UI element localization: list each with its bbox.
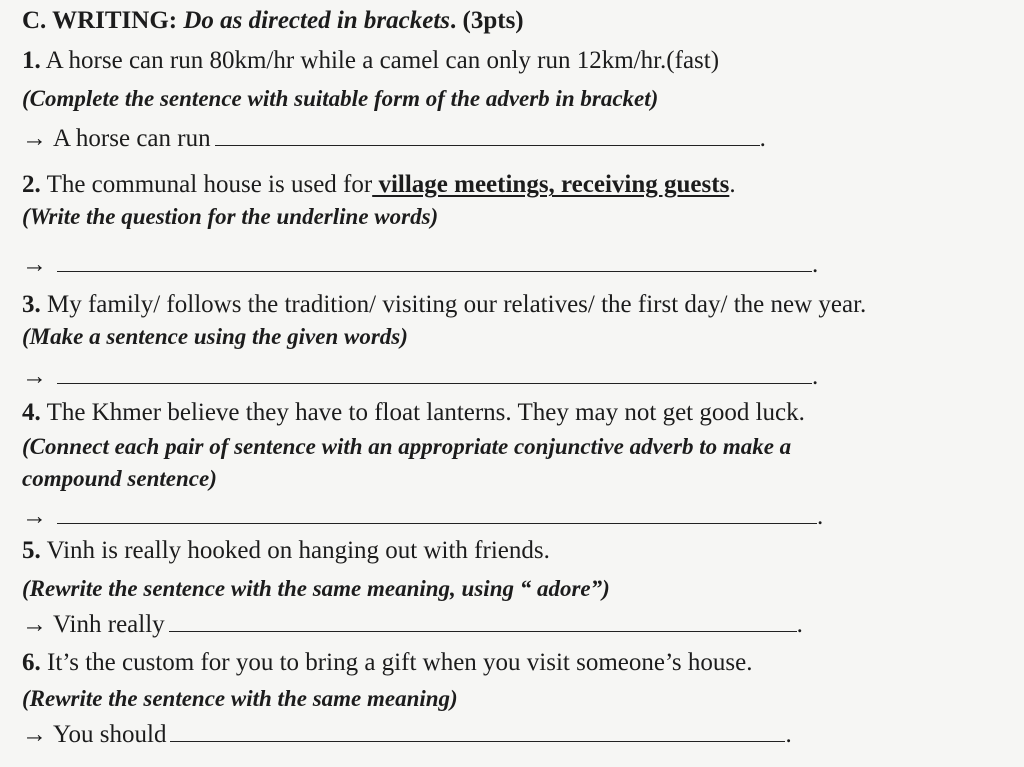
arrow-icon: → — [22, 611, 47, 638]
answer-blank[interactable] — [57, 251, 812, 272]
answer-blank[interactable] — [215, 125, 760, 146]
arrow-icon: → — [22, 721, 47, 748]
question-1-sentence — [22, 46, 719, 76]
question-5-sentence — [22, 536, 550, 566]
section-tail: . (3pts) — [450, 7, 524, 34]
answer-blank[interactable] — [169, 611, 797, 632]
question-text: A horse can run 80km/hr while a camel can only run 12km/hr.(fast) — [45, 47, 720, 74]
question-2-answer — [22, 250, 818, 280]
arrow-icon: → — [22, 363, 47, 390]
question-number: 3. — [22, 291, 41, 318]
question-4-answer — [22, 502, 823, 532]
question-1-instruction: (Complete the sentence with suitable form of the adverb in bracket) — [22, 86, 659, 111]
question-6-answer — [22, 720, 792, 750]
question-6-sentence — [22, 648, 752, 678]
underlined-words: village meetings, receiving guests — [372, 171, 730, 198]
arrow-icon: → — [22, 503, 47, 530]
answer-end: . — [812, 251, 819, 278]
question-2-sentence — [22, 170, 736, 200]
question-text: It’s the custom for you to bring a gift when you visit someone’s house. — [47, 649, 753, 676]
question-number: 1. — [22, 47, 41, 74]
question-text: The communal house is used for — [46, 171, 373, 198]
question-5-instruction: (Rewrite the sentence with the same meaning, using “ adore”) — [22, 576, 610, 601]
section-italic: Do as directed in brackets — [183, 7, 451, 34]
question-number: 6. — [22, 649, 41, 676]
question-3-answer — [22, 362, 818, 392]
question-1-answer — [22, 124, 766, 154]
question-4-sentence — [22, 398, 805, 428]
question-6-instruction: (Rewrite the sentence with the same meaning) — [22, 686, 458, 711]
arrow-icon: → — [22, 251, 47, 278]
question-3-instruction: (Make a sentence using the given words) — [22, 324, 408, 349]
question-text: The Khmer believe they have to float lanterns. They may not get good luck. — [46, 399, 805, 426]
question-number: 5. — [22, 537, 41, 564]
question-3-sentence — [22, 290, 866, 320]
question-5-answer — [22, 610, 803, 640]
answer-prompt: You should — [53, 721, 167, 748]
answer-end: . — [812, 363, 819, 390]
answer-end: . — [817, 503, 824, 530]
question-4-instruction-line1: (Connect each pair of sentence with an appropriate conjunctive adverb to make a — [22, 434, 792, 459]
answer-blank[interactable] — [170, 721, 785, 742]
question-2-instruction: (Write the question for the underline words) — [22, 204, 439, 229]
question-number: 2. — [22, 171, 41, 198]
answer-blank[interactable] — [57, 363, 812, 384]
arrow-icon: → — [22, 125, 47, 152]
question-end: . — [729, 171, 736, 198]
question-4-instruction-line2: compound sentence) — [22, 466, 217, 491]
answer-end: . — [796, 611, 803, 638]
answer-end: . — [759, 125, 766, 152]
answer-end: . — [785, 721, 792, 748]
section-heading — [22, 6, 524, 36]
answer-prompt: Vinh really — [53, 611, 165, 638]
question-number: 4. — [22, 399, 41, 426]
answer-prompt: A horse can run — [53, 125, 211, 152]
answer-blank[interactable] — [57, 503, 817, 524]
question-text: My family/ follows the tradition/ visiting our relatives/ the first day/ the new year. — [47, 291, 867, 318]
question-text: Vinh is really hooked on hanging out with friends. — [46, 537, 550, 564]
section-label: C. WRITING: — [22, 7, 184, 34]
